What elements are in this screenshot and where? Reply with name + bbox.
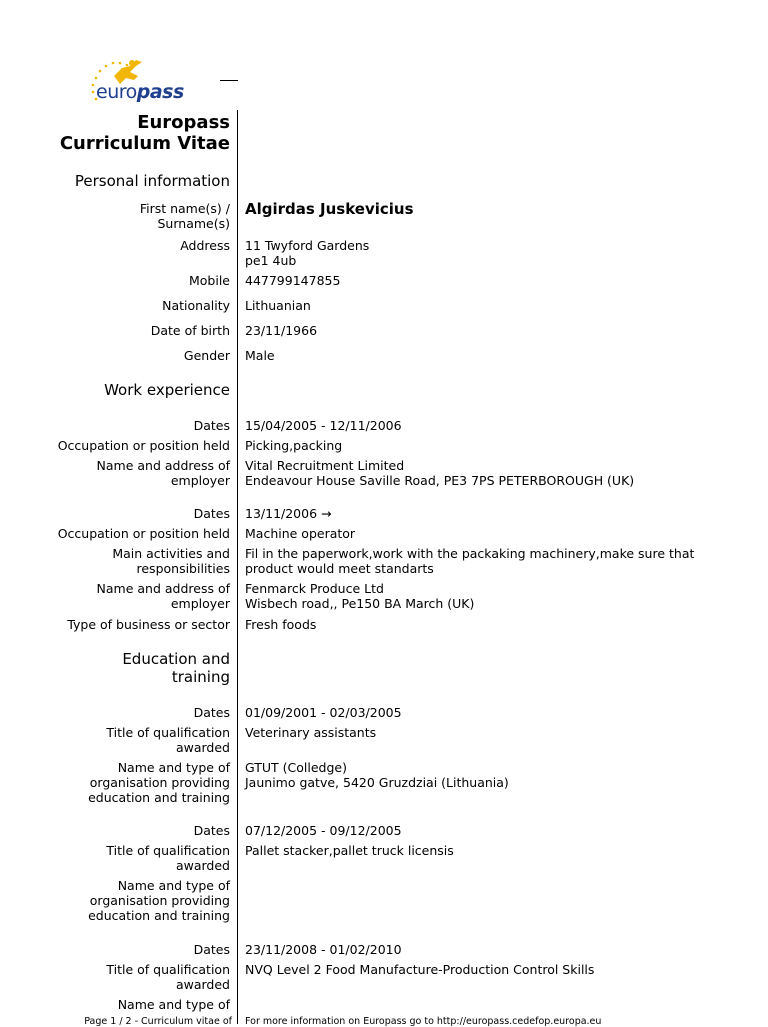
job2-sector-label: Type of business or sector [67, 617, 230, 632]
mobile-label: Mobile [188, 273, 230, 288]
logo-pass-text: pass [136, 81, 184, 103]
job2-occupation-label: Occupation or position held [57, 526, 230, 541]
section-personal-information: Personal information [74, 172, 230, 190]
edu1-qual-label-line2: awarded [175, 740, 230, 755]
job1-employer-label-line1: Name and address of [96, 458, 230, 473]
edu1-org-label-line3: education and training [88, 790, 230, 805]
job1-occupation: Picking,packing [245, 438, 343, 453]
job2-occupation: Machine operator [245, 526, 356, 541]
job2-dates: 13/11/2006 → [245, 506, 332, 521]
edu2-org-label-line2: organisation providing [89, 893, 230, 908]
europass-logo [84, 54, 184, 106]
nationality-value: Lithuanian [245, 298, 311, 313]
job2-activities-line1: Fil in the paperwork,work with the packaking machinery,make sure that [245, 546, 695, 561]
edu1-dates: 01/09/2001 - 02/03/2005 [245, 705, 402, 720]
header-dash [220, 80, 238, 81]
edu2-dates: 07/12/2005 - 09/12/2005 [245, 823, 402, 838]
edu1-dates-label: Dates [193, 705, 230, 720]
job2-employer-line1: Fenmarck Produce Ltd [245, 581, 384, 596]
dob-label: Date of birth [150, 323, 230, 338]
address-line1: 11 Twyford Gardens [245, 238, 370, 253]
job1-occupation-label: Occupation or position held [57, 438, 230, 453]
edu1-qualification: Veterinary assistants [245, 725, 377, 740]
footer-page-info: Page 1 / 2 - Curriculum vitae of [84, 1016, 232, 1027]
cv-title-line1: Europass [137, 112, 230, 133]
edu3-dates: 23/11/2008 - 01/02/2010 [245, 942, 402, 957]
job1-employer-label-line2: employer [170, 473, 230, 488]
mobile-value: 447799147855 [245, 273, 341, 288]
edu2-org-label-line3: education and training [88, 908, 230, 923]
edu1-org-label-line1: Name and type of [117, 760, 230, 775]
job2-activities-line2: product would meet standarts [245, 561, 434, 576]
gender-value: Male [245, 348, 275, 363]
job2-dates-label: Dates [193, 506, 230, 521]
edu3-qualification: NVQ Level 2 Food Manufacture-Production Control Skills [245, 962, 595, 977]
edu3-dates-label: Dates [193, 942, 230, 957]
edu1-org-line2: Jaunimo gatve, 5420 Gruzdziai (Lithuania) [245, 775, 509, 790]
job2-employer-line2: Wisbech road,, Pe150 BA March (UK) [245, 596, 475, 611]
edu3-qual-label-line2: awarded [175, 977, 230, 992]
job2-sector: Fresh foods [245, 617, 317, 632]
column-divider [237, 110, 238, 1024]
job2-employer-label-line2: employer [170, 596, 230, 611]
job1-employer-line1: Vital Recruitment Limited [245, 458, 405, 473]
edu2-dates-label: Dates [193, 823, 230, 838]
job1-employer-line2: Endeavour House Saville Road, PE3 7PS PETERBOROUGH (UK) [245, 473, 635, 488]
nationality-label: Nationality [162, 298, 230, 313]
edu1-qual-label-line1: Title of qualification [106, 725, 230, 740]
edu3-org-label-line1: Name and type of [117, 997, 230, 1012]
edu1-org-label-line2: organisation providing [89, 775, 230, 790]
job2-activities-label-line2: responsibilities [136, 561, 230, 576]
logo-euro-text: euro [96, 81, 137, 103]
section-work-experience: Work experience [104, 381, 230, 399]
edu1-org-line1: GTUT (Colledge) [245, 760, 347, 775]
name-label-line1: First name(s) / [139, 201, 230, 216]
dob-value: 23/11/1966 [245, 323, 318, 338]
full-name: Algirdas Juskevicius [245, 200, 414, 218]
edu2-qual-label-line2: awarded [175, 858, 230, 873]
edu3-qual-label-line1: Title of qualification [106, 962, 230, 977]
name-label-line2: Surname(s) [157, 216, 230, 231]
edu2-qualification: Pallet stacker,pallet truck licensis [245, 843, 454, 858]
job1-dates-label: Dates [193, 418, 230, 433]
edu2-qual-label-line1: Title of qualification [106, 843, 230, 858]
section-education-heading-line1: Education and [122, 650, 230, 668]
cv-title-line2: Curriculum Vitae [59, 133, 230, 154]
gender-label: Gender [183, 348, 230, 363]
address-label: Address [180, 238, 230, 253]
edu2-org-label-line1: Name and type of [117, 878, 230, 893]
job2-activities-label-line1: Main activities and [112, 546, 230, 561]
job2-employer-label-line1: Name and address of [96, 581, 230, 596]
job1-dates: 15/04/2005 - 12/11/2006 [245, 418, 402, 433]
footer-more-info: For more information on Europass go to http://europass.cedefop.europa.eu [245, 1016, 602, 1027]
address-line2: pe1 4ub [245, 253, 297, 268]
section-education-heading-line2: training [171, 668, 230, 686]
